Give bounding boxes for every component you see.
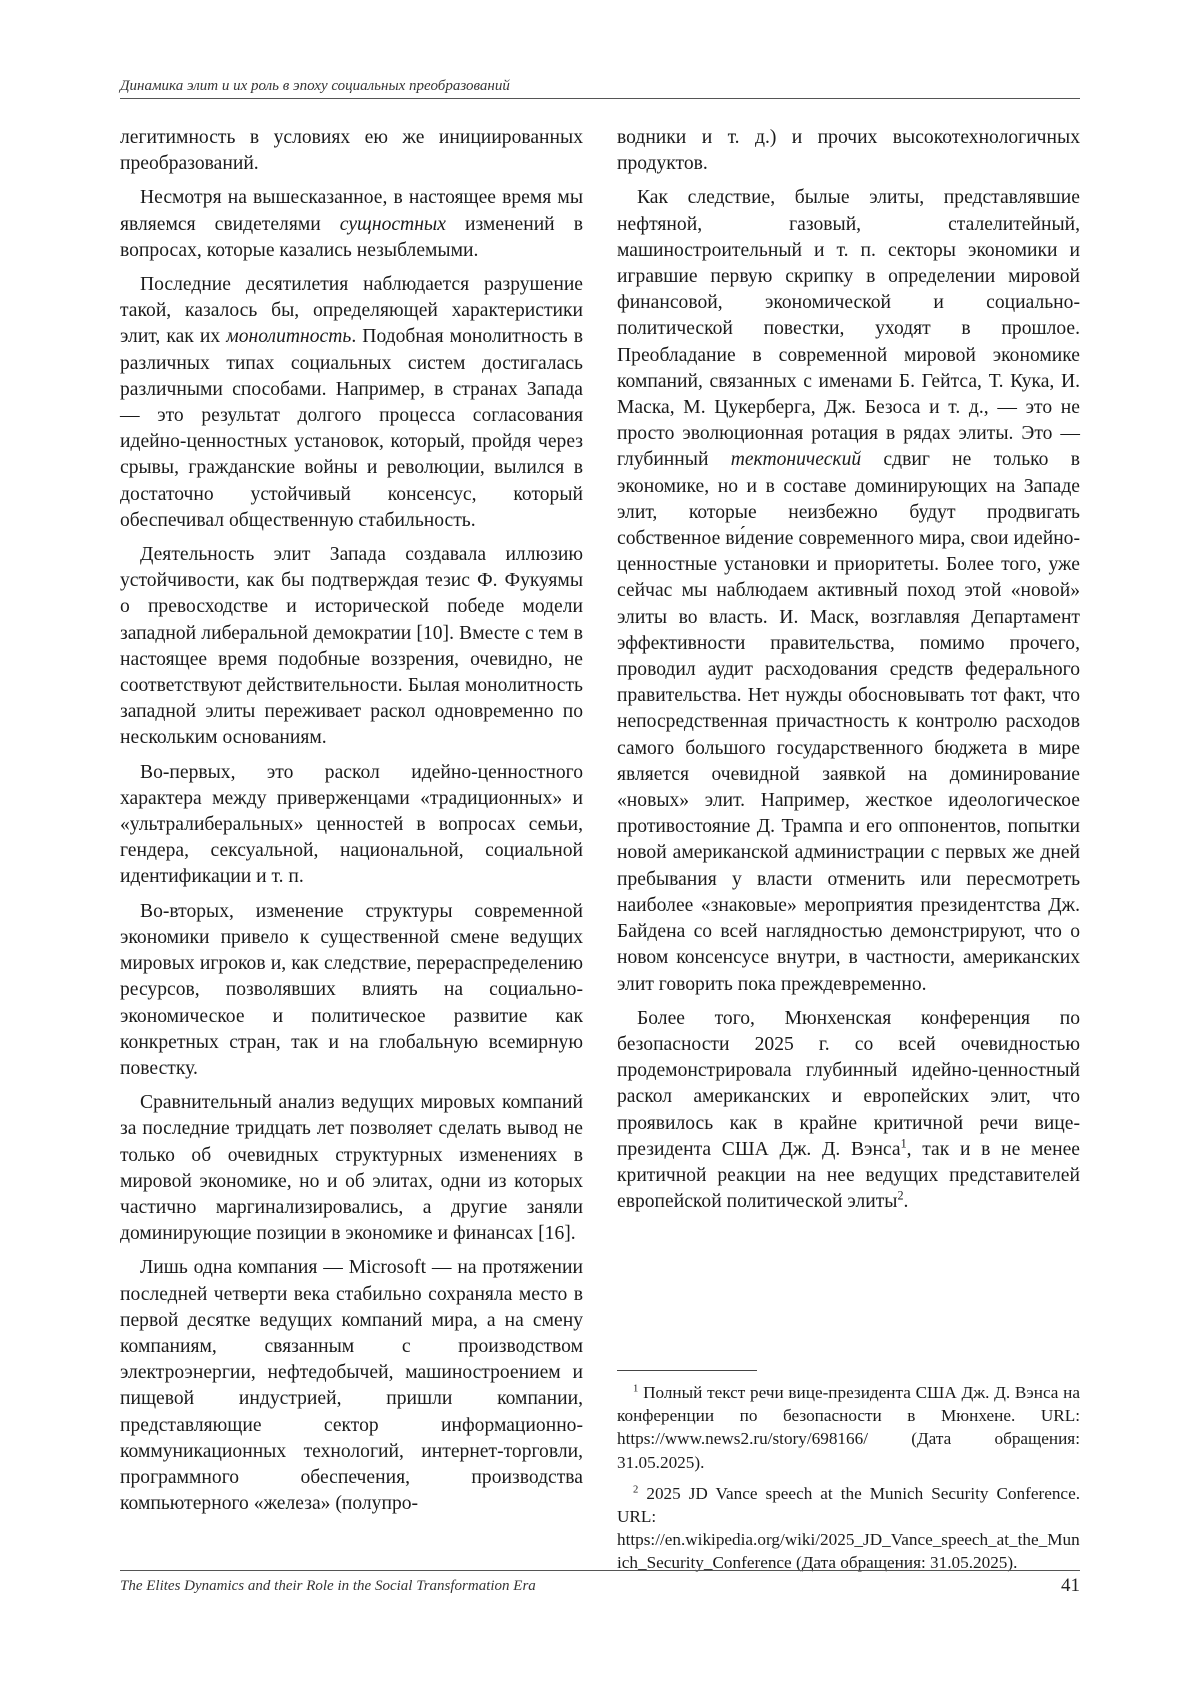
running-title: Динамика элит и их роль в эпоху социальных преобразований [120,78,510,94]
footnote-divider [617,1370,757,1371]
paragraph: Как следствие, былые элиты, представлявшие нефтяной, газовый, сталелитейный, машиностроительный и т. п. секторы экономики и игравшие первую скрипку в определении мировой финансовой, экономической и социально-политической повестки, уходят в прошлое. Преобладание в современной мировой экономике компаний, связанных с именами Б. Гейтса, Т. Кука, И. Маска, М. Цукерберга, Дж. Безоса и т. д., — это не просто эволюционная ротация в рядах элиты. Это — глубинный тектонический сдвиг не только в экономике, но и в составе доминирующих на Западе элит, которые неизбежно будут продвигать собственное ви́дение современного мира, свои идейно-ценностные установки и приоритеты. Более того, уже сейчас мы наблюдаем активный поход этой «новой» элиты во власть. И. Маск, возглавляя Департамент эффективности правительства, помимо прочего, проводил аудит расходования средств федерального правительства. Нет нужды обосновывать тот факт, что непосредственная причастность к контролю расходов самого большого государственного бюджета в мире является очевидной заявкой на доминирование «новых» элит. Например, жесткое идеологическое противостояние Д. Трампа и его оппонентов, попытки новой американской администрации с первых же дней пребывания у власти отменить или пересмотреть наиболее «знаковые» мероприятия президентства Дж. Байдена со всей наглядностью демонстрируют, что о новом консенсусе внутри, в частности, американских элит говорить пока преждевременно. [617,187,1080,995]
paragraph: Последние десятилетия наблюдается разрушение такой, казалось бы, определяющей характеристики элит, как их монолитность. Подобная монолитность в различных типах социальных систем достигалась различными способами. Например, в странах Запада — это результат долгого процесса согласования идейно-ценностных установок, который, пройдя через срывы, гражданские войны и революции, вылился в достаточно устойчивый консенсус, который обеспечивал общественную стабильность. [120,274,583,531]
running-foot [120,1570,1080,1595]
running-head [120,78,1080,99]
footnote-number: 2 [633,1484,639,1496]
footnote-number: 1 [633,1383,639,1395]
footnote [617,1482,1080,1575]
paragraph: Во-вторых, изменение структуры современной экономики привело к существенной смене ведущих мировых игроков и, как следствие, перераспределению ресурсов, позволявших влиять на социально-экономическое и политическое развитие как конкретных стран, так и на глобальную всемирную повестку. [120,900,583,1079]
paragraph: Сравнительный анализ ведущих мировых компаний за последние тридцать лет позволяет сделать вывод не только об очевидных структурных изменениях в мировой экономике, но и об элитах, одни из которых частично маргинализировались, а другие заняли доминирующие позиции в экономике и финансах [16]. [120,1092,583,1245]
page-number: 41 [1061,1575,1080,1596]
paragraph: Несмотря на вышесказанное, в настоящее время мы являемся свидетелями сущностных изменений в вопросах, которые казались незыблемыми. [120,187,583,261]
paragraph: Лишь одна компания — Microsoft — на протяжении последней четверти века стабильно сохраняла место в первой десятке ведущих компаний мира, а на смену компаниям, связанным с производством электроэнергии, нефтедобычей, машиностроением и пищевой индустрией, пришли компании, представляющие сектор информационно-коммуникационных технологий, интернет-торговли, программного обеспечения, производства компьютерного «железа» (полупро- [120,1257,583,1515]
paragraph: легитимность в условиях ею же инициированных преобразований. [120,127,583,175]
right-column [617,125,1080,1223]
footnote-text: Полный текст речи вице-президента США Дж. Д. Вэнса на конференции по безопасности в Мюнхене. URL: https://www.news2.ru/story/698166/ (Дата обращения: 31.05.2025). [617,1383,1080,1472]
footnote [617,1381,1080,1474]
paragraph: Во-первых, это раскол идейно-ценностного характера между приверженцами «традиционных» и «ультралиберальных» ценностей в вопросах семьи, гендера, сексуальной, национальной, социальной идентификации и т. п. [120,761,583,888]
left-column [120,125,583,1525]
footnote-ref[interactable]: 2 [897,1188,904,1203]
journal-title: The Elites Dynamics and their Role in the Social Transformation Era [120,1578,536,1594]
footnote-ref[interactable]: 1 [900,1136,907,1151]
footnotes [617,1370,1080,1583]
paragraph: Деятельность элит Запада создавала иллюзию устойчивости, как бы подтверждая тезис Ф. Фукуямы о превосходстве и исторической победе модели западной либеральной демократии [10]. Вместе с тем в настоящее время подобные воззрения, очевидно, не соответствуют действительности. Былая монолитность западной элиты переживает раскол одновременно по нескольким основаниям. [120,544,583,749]
footnote-text: 2025 JD Vance speech at the Munich Security Conference. URL: https://en.wikipedia.org/wiki/2025_JD_Vance_speech_at_the_Munich_Security_Conference (Дата обращения: 31.05.2025). [617,1483,1080,1573]
paragraph: водники и т. д.) и прочих высокотехнологичных продуктов. [617,127,1080,175]
paragraph: Более того, Мюнхенская конференция по безопасности 2025 г. со всей очевидностью продемонстрировала глубинный идейно-ценностный раскол американских и европейских элит, что проявилось как в крайне критичной речи вице-президента США Дж. Д. Вэнса$^1$, так и в не менее критичной реакции на нее ведущих представителей европейской политической элиты$^2$. [617,1007,1080,1213]
